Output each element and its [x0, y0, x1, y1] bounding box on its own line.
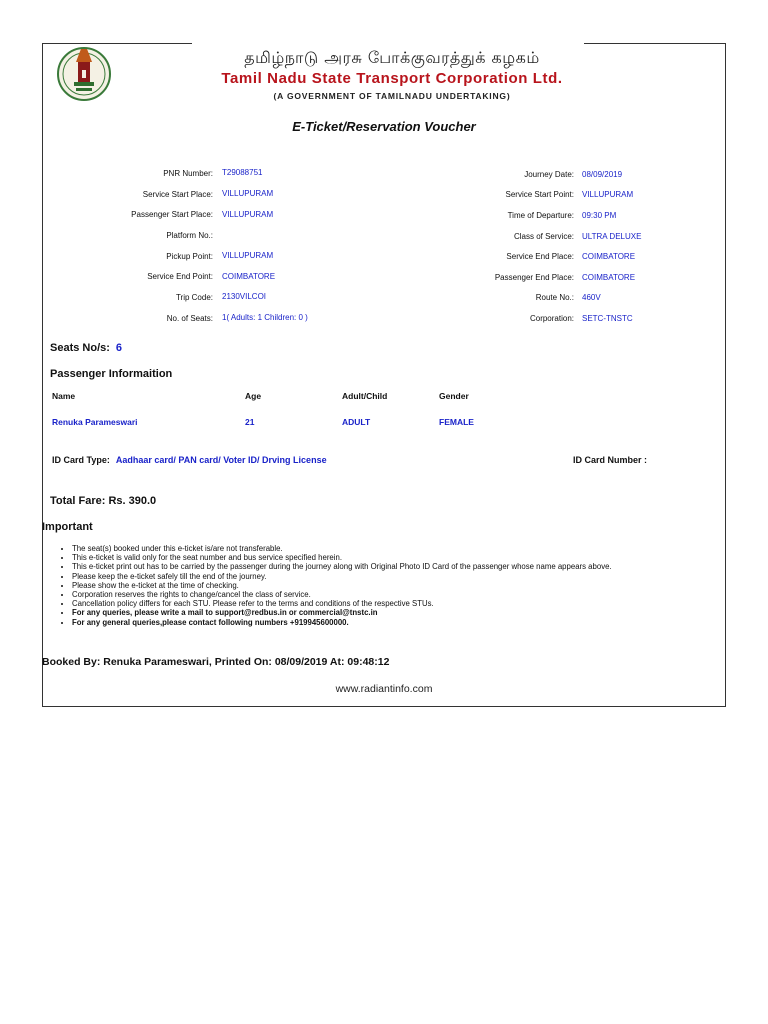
column-header-adult-child: Adult/Child	[342, 391, 388, 401]
id-card-type-label: ID Card Type:	[52, 455, 110, 465]
important-notes-list	[56, 544, 736, 627]
journey-date-value: 08/09/2019	[582, 170, 623, 179]
note-item: • This e-ticket is valid only for the seat number and bus service specified herein.	[72, 553, 736, 562]
note-item-phone: • For any general queries,please contact following numbers +919945600000.	[72, 618, 736, 627]
note-item-email: • For any queries, please write a mail to support@redbus.in or commercial@tnstc.in	[72, 608, 736, 617]
route-no-value: 460V	[582, 293, 601, 302]
note-item: • Please keep the e-ticket safely till the end of the journey.	[72, 572, 736, 581]
seats-line	[50, 342, 122, 354]
passenger-info-heading: Passenger Informaition	[50, 368, 173, 380]
class-of-service-label: Class of Service:	[513, 232, 574, 241]
no-of-seats-label: No. of Seats:	[166, 314, 213, 323]
note-item: • Cancellation policy differs for each STU. Please refer to the terms and conditions of the respective STUs.	[72, 599, 736, 608]
service-start-point-label: Service Start Point:	[505, 190, 574, 199]
passenger-end-place-label: Passenger End Place:	[494, 273, 574, 282]
note-item: • Please show the e-ticket at the time of checking.	[72, 581, 736, 590]
column-header-name: Name	[52, 391, 76, 401]
departure-time-value: 09:30 PM	[582, 211, 617, 220]
route-no-label: Route No.:	[535, 293, 574, 302]
class-of-service-value: ULTRA DELUXE	[582, 232, 642, 241]
booked-by-line: Booked By: Renuka Parameswari, Printed On: 08/09/2019 At: 09:48:12	[42, 656, 390, 668]
journey-date-label: Journey Date:	[524, 170, 574, 179]
passenger-age: 21	[245, 417, 255, 427]
pnr-label: PNR Number:	[163, 169, 213, 178]
tamil-nadu-emblem-icon	[56, 44, 112, 104]
seats-label: Seats No/s:	[50, 342, 110, 354]
id-card-type-value: Aadhaar card/ PAN card/ Voter ID/ Drving License	[115, 455, 327, 465]
service-end-place-label: Service End Place:	[506, 252, 574, 261]
note-item: • Corporation reserves the rights to change/cancel the class of service.	[72, 590, 736, 599]
pickup-point-value: VILLUPURAM	[222, 251, 274, 260]
passenger-start-place-value: VILLUPURAM	[222, 210, 274, 219]
trip-code-label: Trip Code:	[175, 293, 213, 302]
pickup-point-label: Pickup Point:	[166, 252, 213, 261]
passenger-end-place-value: COIMBATORE	[582, 273, 636, 282]
passenger-gender: FEMALE	[439, 417, 474, 427]
pnr-value: T29088751	[222, 168, 263, 177]
service-start-place-label: Service Start Place:	[142, 190, 213, 199]
note-item: • This e-ticket print out has to be carried by the passenger during the journey along with Original Photo ID Card of the passenger whose name appears above.	[72, 562, 736, 571]
passenger-name: Renuka Parameswari	[52, 417, 138, 427]
org-title: Tamil Nadu State Transport Corporation Ltd.	[221, 70, 563, 87]
org-subtitle: (A GOVERNMENT OF TAMILNADU UNDERTAKING)	[273, 91, 511, 101]
corporation-label: Corporation:	[529, 314, 574, 323]
service-end-point-value: COIMBATORE	[222, 272, 276, 281]
column-header-gender: Gender	[439, 391, 469, 401]
important-heading: Important	[42, 521, 93, 533]
departure-time-label: Time of Departure:	[507, 211, 574, 220]
passenger-start-place-label: Passenger Start Place:	[131, 210, 213, 219]
total-fare: Total Fare: Rs. 390.0	[50, 495, 157, 507]
tamil-org-title: தமிழ்நாடு அரசு போக்குவரத்துக் கழகம்	[244, 48, 540, 67]
seats-value: 6	[115, 342, 123, 354]
no-of-seats-value: 1( Adults: 1 Children: 0 )	[222, 313, 308, 322]
corporation-value: SETC-TNSTC	[582, 314, 633, 323]
website-footer: www.radiantinfo.com	[335, 683, 433, 695]
service-end-point-label: Service End Point:	[147, 272, 213, 281]
service-start-point-value: VILLUPURAM	[582, 190, 634, 199]
passenger-adult-child: ADULT	[342, 417, 371, 427]
column-header-age: Age	[245, 391, 262, 401]
id-card-number-label: ID Card Number :	[573, 455, 648, 465]
trip-code-value: 2130VILCOI	[222, 292, 267, 301]
note-item: • The seat(s) booked under this e-ticket is/are not transferable.	[72, 544, 736, 553]
id-card-type-line	[52, 455, 327, 465]
service-start-place-value: VILLUPURAM	[222, 189, 274, 198]
service-end-place-value: COIMBATORE	[582, 252, 636, 261]
voucher-title: E-Ticket/Reservation Voucher	[292, 119, 476, 134]
platform-no-label: Platform No.:	[166, 231, 213, 240]
header-gap	[192, 40, 584, 48]
